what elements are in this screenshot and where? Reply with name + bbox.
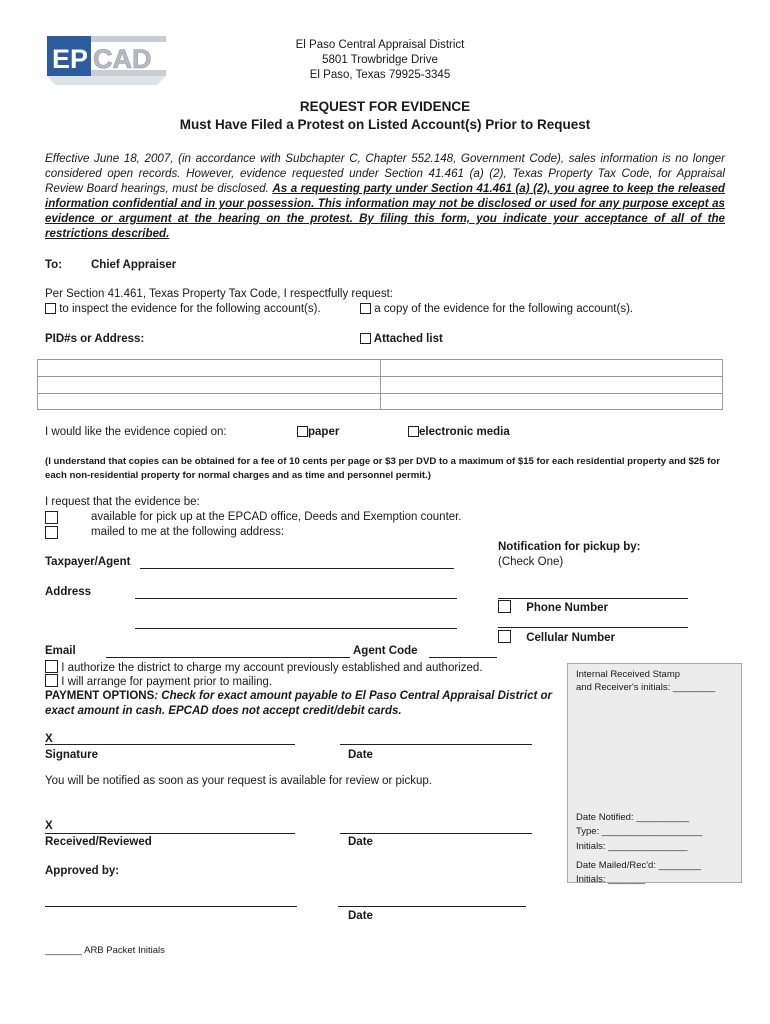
pid-label: PID#s or Address: bbox=[45, 333, 145, 345]
mailed-label: mailed to me at the following address: bbox=[91, 526, 285, 538]
intro-paragraph bbox=[45, 151, 725, 241]
cell-option bbox=[498, 630, 615, 644]
received-line[interactable] bbox=[45, 833, 295, 834]
copied-label: I would like the evidence copied on: bbox=[45, 426, 227, 438]
copy-label: a copy of the evidence for the following account(s). bbox=[374, 303, 634, 315]
received-date-line[interactable] bbox=[340, 833, 532, 834]
authorize-label: I authorize the district to charge my account previously established and authorized. bbox=[61, 662, 483, 674]
request-line: Per Section 41.461, Texas Property Tax Code, I respectfully request: bbox=[45, 288, 393, 300]
phone-option bbox=[498, 600, 608, 614]
pickup-checkbox[interactable] bbox=[45, 511, 58, 524]
taxpayer-label: Taxpayer/Agent bbox=[45, 556, 131, 568]
payment-options-text: : Check for exact amount payable to El Paso Central Appraisal District or exact amount in cash. EPCAD does not accept credit/debit cards. bbox=[45, 690, 552, 717]
approved-label: Approved by: bbox=[45, 865, 120, 877]
header-street: 5801 Trowbridge Drive bbox=[322, 54, 438, 66]
paper-label: paper bbox=[308, 426, 340, 438]
intro-plain: Effective June 18, 2007, (in accordance with Subchapter C, Chapter 552.148, Government Code), sales information is no longer considered open records. However, evidence requested under Section 41.461 (a) (2), Texas Property Tax Code, for Appraisal Review Board hearings, must be disclosed. bbox=[45, 152, 725, 195]
notify-line-2 bbox=[498, 627, 688, 628]
address-label: Address bbox=[45, 586, 92, 598]
authorize-checkbox[interactable] bbox=[45, 660, 58, 673]
internal-stamp-box bbox=[567, 663, 742, 883]
phone-label: Phone Number bbox=[526, 602, 608, 614]
pickup-label: available for pick up at the EPCAD office, Deeds and Exemption counter. bbox=[91, 511, 462, 523]
pid-cell[interactable] bbox=[381, 394, 723, 410]
stamp-line1: Internal Received Stamp bbox=[576, 669, 681, 680]
pid-cell[interactable] bbox=[38, 394, 381, 410]
stamp-notified: Date Notified: __________ bbox=[576, 812, 690, 823]
notice-text: You will be notified as soon as your request is available for review or pickup. bbox=[45, 775, 432, 787]
approved-line[interactable] bbox=[45, 906, 297, 907]
pid-table bbox=[37, 359, 723, 410]
copy-option bbox=[360, 303, 633, 315]
approved-date-label: Date bbox=[348, 910, 373, 922]
address-line-1[interactable] bbox=[135, 598, 457, 599]
attached-option bbox=[360, 333, 443, 345]
header-address bbox=[230, 38, 530, 83]
intro-bold: As a requesting party under Section 41.461 (a) (2), you agree to keep the released information confidential and in your possession. This information may not be disclosed or used for any purpose except as evidence or argument at the hearing on the protest. By filing this form, you indicate your acceptance of all of the restrictions described. bbox=[45, 182, 726, 240]
footer-initials bbox=[45, 945, 165, 956]
received-date-label: Date bbox=[348, 836, 373, 848]
notify-line-1 bbox=[498, 598, 688, 599]
paper-checkbox[interactable] bbox=[297, 426, 308, 437]
header-org: El Paso Central Appraisal District bbox=[295, 39, 465, 51]
signature-x: X bbox=[45, 733, 53, 745]
stamp-type: Type: ___________________ bbox=[576, 826, 703, 837]
phone-checkbox[interactable] bbox=[498, 600, 511, 613]
pid-cell[interactable] bbox=[381, 360, 723, 376]
pid-cell[interactable] bbox=[38, 377, 381, 393]
stamp-mailed: Date Mailed/Rec'd: ________ bbox=[576, 860, 701, 871]
logo-ep: EP bbox=[52, 44, 89, 74]
to-label: To: bbox=[45, 259, 63, 271]
stamp-initials1: Initials: _______________ bbox=[576, 841, 688, 852]
header-city: El Paso, Texas 79925-3345 bbox=[309, 69, 451, 81]
paper-option bbox=[297, 426, 339, 438]
payment-options bbox=[45, 689, 565, 719]
footer-blank[interactable]: _______ bbox=[45, 945, 82, 956]
cell-checkbox[interactable] bbox=[498, 630, 511, 643]
cell-label: Cellular Number bbox=[526, 632, 616, 644]
approved-date-line[interactable] bbox=[338, 906, 526, 907]
page-title: REQUEST FOR EVIDENCE bbox=[299, 99, 471, 114]
attached-label: Attached list bbox=[373, 333, 443, 345]
address-line-2[interactable] bbox=[135, 628, 457, 629]
footer-label: ARB Packet Initials bbox=[84, 945, 165, 956]
stamp-line2: and Receiver's initials: ________ bbox=[576, 682, 716, 693]
notify-title: Notification for pickup by: bbox=[498, 541, 641, 553]
payment-options-label: PAYMENT OPTIONS bbox=[45, 690, 155, 702]
stamp-initials2: Initials: _______ bbox=[576, 874, 646, 885]
agent-code-line[interactable] bbox=[429, 657, 497, 658]
received-x: X bbox=[45, 820, 53, 832]
arrange-checkbox[interactable] bbox=[45, 674, 58, 687]
signature-line[interactable] bbox=[45, 744, 295, 745]
pickup-option bbox=[45, 511, 58, 525]
notify-sub: (Check One) bbox=[498, 556, 564, 568]
authorize-option bbox=[45, 660, 482, 674]
agent-code-label: Agent Code bbox=[353, 645, 418, 657]
copy-checkbox[interactable] bbox=[360, 303, 371, 314]
request-options bbox=[45, 303, 321, 315]
epcad-logo bbox=[47, 30, 166, 86]
arrange-label: I will arrange for payment prior to mailing. bbox=[61, 676, 273, 688]
delivery-line: I request that the evidence be: bbox=[45, 496, 200, 508]
to-value: Chief Appraiser bbox=[91, 259, 177, 271]
logo-cad: CAD bbox=[93, 44, 152, 74]
page-subtitle: Must Have Filed a Protest on Listed Account(s) Prior to Request bbox=[179, 117, 591, 132]
fee-note: (I understand that copies can be obtained for a fee of 10 cents per page or $3 per DVD to a maximum of $15 for each residential property and $25 for each non-residential property for normal charges and as time and personnel permit.) bbox=[45, 456, 720, 481]
email-line[interactable] bbox=[106, 657, 350, 658]
pid-cell[interactable] bbox=[381, 377, 723, 393]
received-label: Received/Reviewed bbox=[45, 836, 152, 848]
signature-label: Signature bbox=[45, 749, 99, 761]
pid-cell[interactable] bbox=[38, 360, 381, 376]
email-label: Email bbox=[45, 645, 76, 657]
signature-date-label: Date bbox=[348, 749, 373, 761]
attached-checkbox[interactable] bbox=[360, 333, 371, 344]
arrange-option bbox=[45, 674, 272, 688]
signature-date-line[interactable] bbox=[340, 744, 532, 745]
electronic-option bbox=[408, 426, 510, 438]
electronic-label: electronic media bbox=[419, 426, 510, 438]
mailed-option bbox=[45, 526, 58, 540]
inspect-checkbox[interactable] bbox=[45, 303, 56, 314]
inspect-label: to inspect the evidence for the following account(s). bbox=[59, 303, 321, 315]
electronic-checkbox[interactable] bbox=[408, 426, 419, 437]
taxpayer-line[interactable] bbox=[140, 568, 454, 569]
mailed-checkbox[interactable] bbox=[45, 526, 58, 539]
